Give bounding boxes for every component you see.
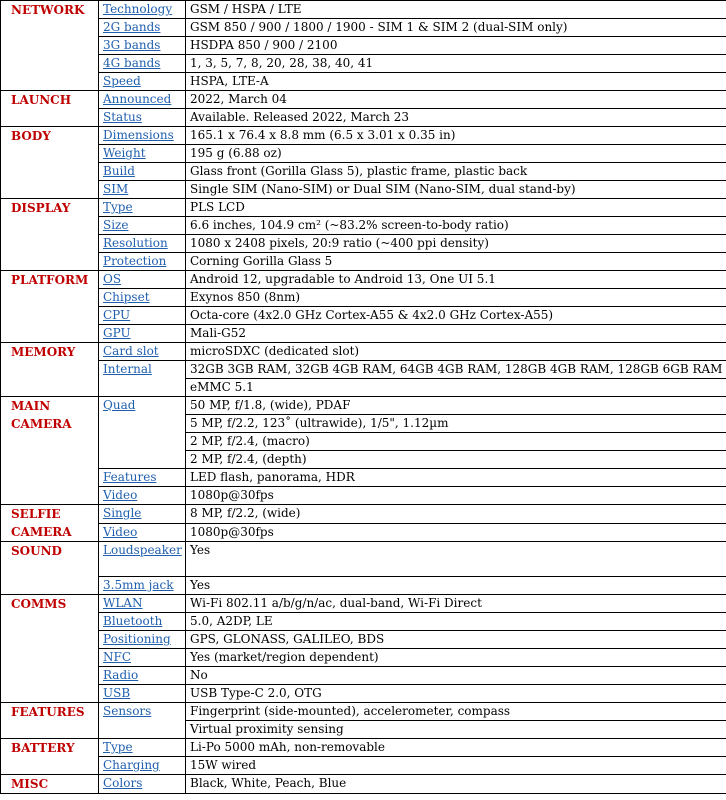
spec-row-chipset [1, 289, 726, 307]
spec-row-quad [1, 397, 726, 415]
value-camera-video: 1080p@30fps [186, 487, 726, 505]
spec-row-cpu [1, 307, 726, 325]
category-launch: LAUNCH [1, 91, 99, 127]
link-usb[interactable]: USB [103, 686, 131, 700]
link-announced[interactable]: Announced [103, 92, 172, 106]
value-chipset: Exynos 850 (8nm) [186, 289, 726, 307]
spec-row-camera-features [1, 469, 726, 487]
link-internal[interactable]: Internal [103, 362, 152, 376]
value-quad-macro: 2 MP, f/2.4, (macro) [186, 433, 726, 451]
value-positioning: GPS, GLONASS, GALILEO, BDS [186, 631, 726, 649]
spec-row-nfc [1, 649, 726, 667]
value-gpu: Mali-G52 [186, 325, 726, 343]
link-selfie-single[interactable]: Single [103, 506, 142, 520]
value-charging: 15W wired [186, 757, 726, 775]
link-loudspeaker[interactable]: Loudspeaker [103, 543, 182, 557]
spec-row-charging [1, 757, 726, 775]
link-bluetooth[interactable]: Bluetooth [103, 614, 163, 628]
link-display-type[interactable]: Type [103, 200, 133, 214]
link-status[interactable]: Status [103, 110, 142, 124]
spec-row-colors [1, 775, 726, 794]
value-sensors-extra: Virtual proximity sensing [186, 721, 726, 739]
link-protection[interactable]: Protection [103, 254, 167, 268]
value-radio: No [186, 667, 726, 685]
link-jack[interactable]: 3.5mm jack [103, 578, 174, 592]
link-chipset[interactable]: Chipset [103, 290, 150, 304]
spec-row-internal [1, 361, 726, 379]
value-bluetooth: 5.0, A2DP, LE [186, 613, 726, 631]
category-display: DISPLAY [1, 199, 99, 271]
link-card-slot[interactable]: Card slot [103, 344, 159, 358]
value-speed: HSPA, LTE-A [186, 73, 726, 91]
category-misc: MISC [1, 775, 99, 794]
spec-row-sensors [1, 703, 726, 721]
value-technology: GSM / HSPA / LTE [186, 1, 726, 19]
spec-row-selfie-video [1, 523, 726, 542]
spec-row-os [1, 271, 726, 289]
spec-row-usb [1, 685, 726, 703]
value-os: Android 12, upgradable to Android 13, One UI 5.1 [186, 271, 726, 289]
category-main-camera: MAIN CAMERA [1, 397, 99, 505]
link-radio[interactable]: Radio [103, 668, 139, 682]
value-nfc: Yes (market/region dependent) [186, 649, 726, 667]
value-2g-bands: GSM 850 / 900 / 1800 / 1900 - SIM 1 & SIM 2 (dual-SIM only) [186, 19, 726, 37]
link-nfc[interactable]: NFC [103, 650, 132, 664]
spec-row-loudspeaker [1, 542, 726, 577]
value-selfie-single: 8 MP, f/2.2, (wide) [186, 505, 726, 524]
spec-row-status [1, 109, 726, 127]
link-sim[interactable]: SIM [103, 182, 129, 196]
spec-row-display-type [1, 199, 726, 217]
value-camera-features: LED flash, panorama, HDR [186, 469, 726, 487]
category-features: FEATURES [1, 703, 99, 739]
value-colors: Black, White, Peach, Blue [186, 775, 726, 794]
spec-row-positioning [1, 631, 726, 649]
link-camera-video[interactable]: Video [103, 488, 138, 502]
value-jack: Yes [186, 577, 726, 595]
link-dimensions[interactable]: Dimensions [103, 128, 174, 142]
category-battery: BATTERY [1, 739, 99, 775]
value-announced: 2022, March 04 [186, 91, 726, 109]
spec-row-camera-video [1, 487, 726, 505]
link-wlan[interactable]: WLAN [103, 596, 143, 610]
link-build[interactable]: Build [103, 164, 135, 178]
value-sensors: Fingerprint (side-mounted), accelerometer, compass [186, 703, 726, 721]
spec-row-selfie-single [1, 505, 726, 524]
spec-row-size [1, 217, 726, 235]
link-selfie-video[interactable]: Video [103, 524, 138, 539]
link-positioning[interactable]: Positioning [103, 632, 171, 646]
link-sensors[interactable]: Sensors [103, 704, 152, 718]
value-quad-ultrawide: 5 MP, f/2.2, 123˚ (ultrawide), 1/5", 1.12µm [186, 415, 726, 433]
value-resolution: 1080 x 2408 pixels, 20:9 ratio (~400 ppi density) [186, 235, 726, 253]
link-os[interactable]: OS [103, 272, 122, 286]
spec-row-weight [1, 145, 726, 163]
value-battery-type: Li-Po 5000 mAh, non-removable [186, 739, 726, 757]
spec-row-2g-bands [1, 19, 726, 37]
link-charging[interactable]: Charging [103, 758, 160, 772]
value-display-type: PLS LCD [186, 199, 726, 217]
link-3g-bands[interactable]: 3G bands [103, 38, 161, 52]
category-body: BODY [1, 127, 99, 199]
spec-row-wlan [1, 595, 726, 613]
category-memory: MEMORY [1, 343, 99, 397]
value-selfie-video: 1080p@30fps [186, 523, 726, 542]
link-technology[interactable]: Technology [103, 2, 173, 16]
link-cpu[interactable]: CPU [103, 308, 131, 322]
spec-row-gpu [1, 325, 726, 343]
spec-row-4g-bands [1, 55, 726, 73]
link-battery-type[interactable]: Type [103, 740, 133, 754]
link-2g-bands[interactable]: 2G bands [103, 20, 161, 34]
link-size[interactable]: Size [103, 218, 129, 232]
value-dimensions: 165.1 x 76.4 x 8.8 mm (6.5 x 3.01 x 0.35 in) [186, 127, 726, 145]
spec-row-speed [1, 73, 726, 91]
value-usb: USB Type-C 2.0, OTG [186, 685, 726, 703]
category-sound: SOUND [1, 542, 99, 595]
spec-row-build [1, 163, 726, 181]
spec-row-radio [1, 667, 726, 685]
category-selfie-camera: SELFIE CAMERA [1, 505, 99, 542]
value-weight: 195 g (6.88 oz) [186, 145, 726, 163]
value-cpu: Octa-core (4x2.0 GHz Cortex-A55 & 4x2.0 GHz Cortex-A55) [186, 307, 726, 325]
value-wlan: Wi-Fi 802.11 a/b/g/n/ac, dual-band, Wi-Fi Direct [186, 595, 726, 613]
category-platform: PLATFORM [1, 271, 99, 343]
link-weight[interactable]: Weight [103, 146, 146, 160]
value-4g-bands: 1, 3, 5, 7, 8, 20, 28, 38, 40, 41 [186, 55, 726, 73]
value-quad-wide: 50 MP, f/1.8, (wide), PDAF [186, 397, 726, 415]
value-build: Glass front (Gorilla Glass 5), plastic frame, plastic back [186, 163, 726, 181]
value-sim: Single SIM (Nano-SIM) or Dual SIM (Nano-SIM, dual stand-by) [186, 181, 726, 199]
value-size: 6.6 inches, 104.9 cm² (~83.2% screen-to-body ratio) [186, 217, 726, 235]
spec-row-jack [1, 577, 726, 595]
value-quad-depth: 2 MP, f/2.4, (depth) [186, 451, 726, 469]
category-comms: COMMS [1, 595, 99, 703]
value-3g-bands: HSDPA 850 / 900 / 2100 [186, 37, 726, 55]
spec-row-protection [1, 253, 726, 271]
link-4g-bands[interactable]: 4G bands [103, 56, 161, 70]
spec-row-dimensions [1, 127, 726, 145]
value-loudspeaker: Yes [186, 542, 726, 577]
link-gpu[interactable]: GPU [103, 326, 131, 340]
spec-row-announced [1, 91, 726, 109]
link-colors[interactable]: Colors [103, 776, 143, 790]
spec-row-3g-bands [1, 37, 726, 55]
value-status: Available. Released 2022, March 23 [186, 109, 726, 127]
spec-row-card-slot [1, 343, 726, 361]
link-resolution[interactable]: Resolution [103, 236, 168, 250]
link-speed[interactable]: Speed [103, 74, 141, 88]
link-quad[interactable]: Quad [103, 398, 136, 412]
spec-row-bluetooth [1, 613, 726, 631]
link-camera-features[interactable]: Features [103, 470, 157, 484]
spec-row-battery-type [1, 739, 726, 757]
value-internal: 32GB 3GB RAM, 32GB 4GB RAM, 64GB 4GB RAM, 128GB 4GB RAM, 128GB 6GB RAM [186, 361, 726, 379]
value-card-slot: microSDXC (dedicated slot) [186, 343, 726, 361]
category-network: NETWORK [1, 1, 99, 91]
value-protection: Corning Gorilla Glass 5 [186, 253, 726, 271]
value-internal-type: eMMC 5.1 [186, 379, 726, 397]
spec-row-technology [1, 1, 726, 19]
spec-row-resolution [1, 235, 726, 253]
spec-row-sim [1, 181, 726, 199]
